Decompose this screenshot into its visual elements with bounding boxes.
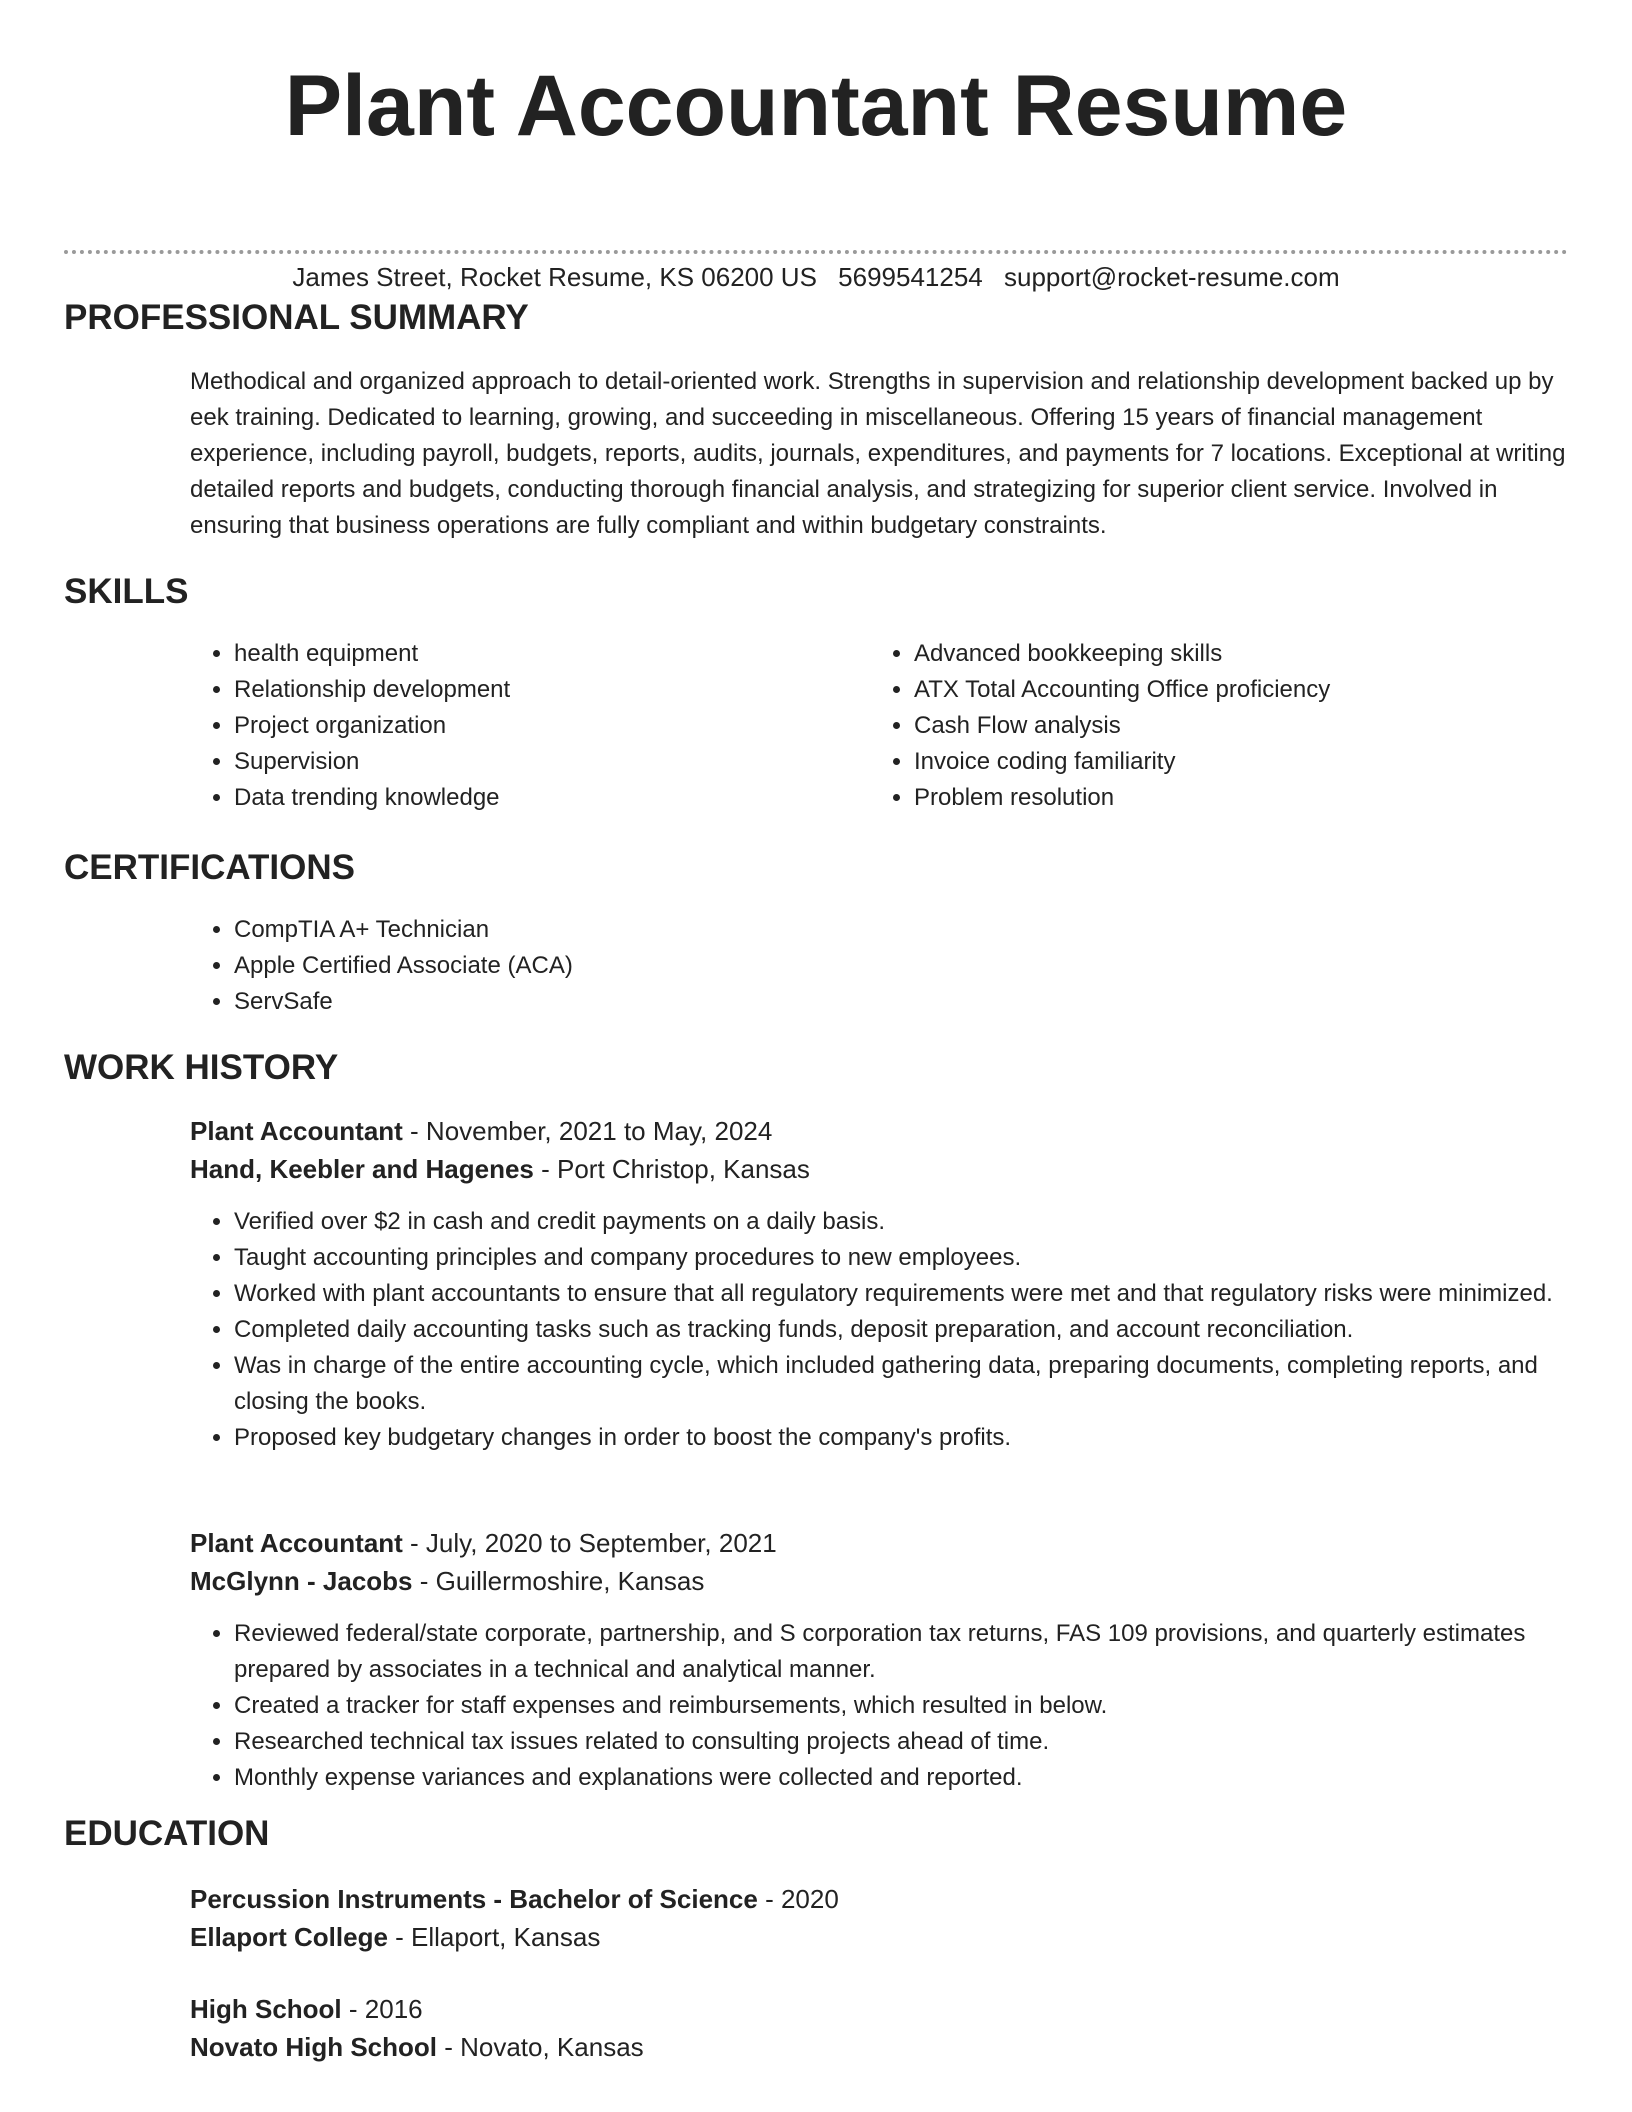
skill-item: • Supervision bbox=[234, 744, 870, 780]
job-bullet: • Created a tracker for staff expenses and reimbursements, which resulted in below. bbox=[234, 1688, 1570, 1724]
skill-item: • Cash Flow analysis bbox=[914, 708, 1550, 744]
job-company-line bbox=[190, 1562, 1570, 1600]
job-company: McGlynn - Jacobs bbox=[190, 1566, 413, 1596]
job-dates: - July, 2020 to September, 2021 bbox=[402, 1528, 777, 1558]
job-entry bbox=[190, 1112, 1570, 1456]
skill-item: • ATX Total Accounting Office proficiency bbox=[914, 672, 1550, 708]
job-company: Hand, Keebler and Hagenes bbox=[190, 1154, 534, 1184]
education-year: - 2020 bbox=[757, 1884, 839, 1914]
skills-column-left bbox=[190, 636, 870, 816]
job-location: - Port Christop, Kansas bbox=[533, 1154, 810, 1184]
skill-item: • health equipment bbox=[234, 636, 870, 672]
skill-item: • Relationship development bbox=[234, 672, 870, 708]
education-year: - 2016 bbox=[341, 1994, 423, 2024]
education-school: Novato High School bbox=[190, 2032, 437, 2062]
job-bullet: • Verified over $2 in cash and credit payments on a daily basis. bbox=[234, 1204, 1570, 1240]
education-degree-line bbox=[190, 1990, 1570, 2028]
job-bullet: • Taught accounting principles and company procedures to new employees. bbox=[234, 1240, 1570, 1276]
certifications-list bbox=[190, 912, 1570, 1020]
contact-line bbox=[0, 260, 1632, 294]
certification-item: • ServSafe bbox=[234, 984, 1570, 1020]
job-bullet: • Monthly expense variances and explanations were collected and reported. bbox=[234, 1760, 1570, 1796]
education-location: - Ellaport, Kansas bbox=[387, 1922, 601, 1952]
job-location: - Guillermoshire, Kansas bbox=[412, 1566, 705, 1596]
education-degree: Percussion Instruments - Bachelor of Science bbox=[190, 1884, 758, 1914]
work-heading: WORK HISTORY bbox=[64, 1048, 339, 1087]
job-title: Plant Accountant bbox=[190, 1528, 403, 1558]
skills-column-right bbox=[870, 636, 1550, 816]
page-title: Plant Accountant Resume bbox=[284, 58, 1348, 154]
education-degree: High School bbox=[190, 1994, 342, 2024]
education-heading: EDUCATION bbox=[64, 1814, 270, 1853]
summary-text: Methodical and organized approach to detail-oriented work. Strengths in supervision and relationship development backed up by eek training. Dedicated to learning, growing, and succeeding in miscellaneous. Offering 15 years of financial management experience, including payroll, budgets, reports, audits, journals, expenditures, and payments for 7 locations. Exceptional at writing detailed reports and budgets, conducting thorough financial analysis, and strategizing for superior client service. Involved in ensuring that business operations are fully compliant and within budgetary constraints. bbox=[190, 368, 1566, 539]
contact-phone: 5699541254 bbox=[838, 262, 983, 292]
skills-heading: SKILLS bbox=[64, 572, 189, 611]
job-bullet: • Worked with plant accountants to ensure that all regulatory requirements were met and that regulatory risks were minimized. bbox=[234, 1276, 1570, 1312]
certification-item: • CompTIA A+ Technician bbox=[234, 912, 1570, 948]
job-bullet: • Researched technical tax issues related to consulting projects ahead of time. bbox=[234, 1724, 1570, 1760]
contact-email: support@rocket-resume.com bbox=[1004, 262, 1340, 292]
job-bullet: • Completed daily accounting tasks such as tracking funds, deposit preparation, and account reconciliation. bbox=[234, 1312, 1570, 1348]
skill-item: • Project organization bbox=[234, 708, 870, 744]
education-location: - Novato, Kansas bbox=[437, 2032, 644, 2062]
header-divider bbox=[64, 250, 1568, 254]
education-entry bbox=[190, 1990, 1570, 2066]
certification-item: • Apple Certified Associate (ACA) bbox=[234, 948, 1570, 984]
education-school: Ellaport College bbox=[190, 1922, 388, 1952]
education-degree-line bbox=[190, 1880, 1570, 1918]
job-title: Plant Accountant bbox=[190, 1116, 403, 1146]
education-school-line bbox=[190, 1918, 1570, 1956]
certifications-heading: CERTIFICATIONS bbox=[64, 848, 356, 887]
job-bullet: • Was in charge of the entire accounting cycle, which included gathering data, preparing documents, completing reports, and closing the books. bbox=[234, 1348, 1570, 1420]
skill-item: • Problem resolution bbox=[914, 780, 1550, 816]
job-dates: - November, 2021 to May, 2024 bbox=[402, 1116, 773, 1146]
job-company-line bbox=[190, 1150, 1570, 1188]
summary-heading: PROFESSIONAL SUMMARY bbox=[64, 298, 529, 337]
skill-item: • Invoice coding familiarity bbox=[914, 744, 1550, 780]
job-title-line bbox=[190, 1524, 1570, 1562]
job-bullet: • Proposed key budgetary changes in order to boost the company's profits. bbox=[234, 1420, 1570, 1456]
job-bullet: • Reviewed federal/state corporate, partnership, and S corporation tax returns, FAS 109 provisions, and quarterly estimates prepared by associates in a technical and analytical manner. bbox=[234, 1616, 1570, 1688]
education-school-line bbox=[190, 2028, 1570, 2066]
job-title-line bbox=[190, 1112, 1570, 1150]
education-entry bbox=[190, 1880, 1570, 1956]
skill-item: • Data trending knowledge bbox=[234, 780, 870, 816]
job-entry bbox=[190, 1524, 1570, 1796]
skills-grid bbox=[190, 636, 1570, 816]
skill-item: • Advanced bookkeeping skills bbox=[914, 636, 1550, 672]
contact-address: James Street, Rocket Resume, KS 06200 US bbox=[292, 262, 817, 292]
